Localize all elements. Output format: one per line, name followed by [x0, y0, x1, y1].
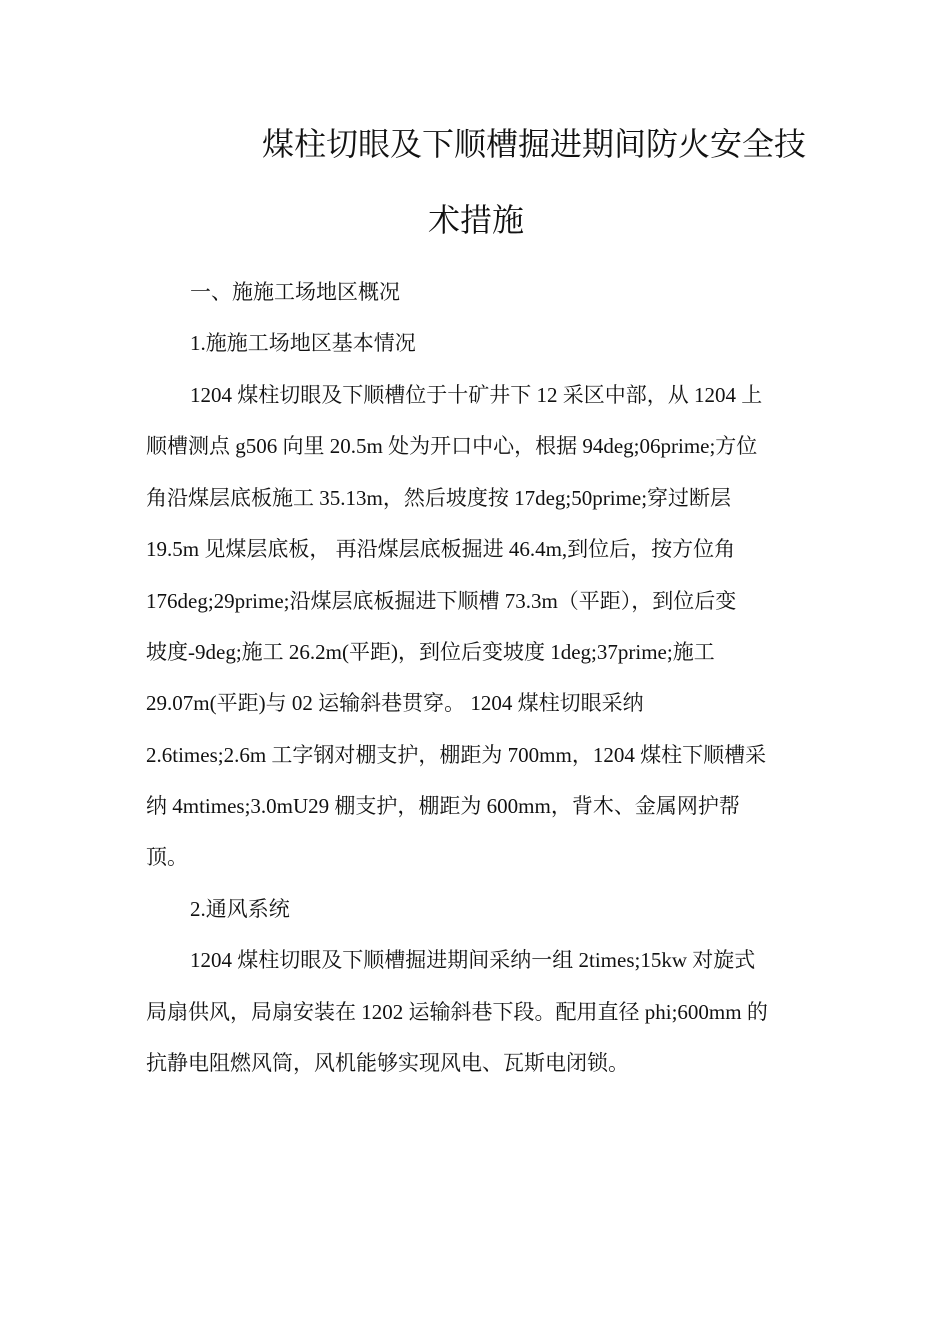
subsection-heading-site-info: 1.施施工场地区基本情况 — [190, 331, 416, 355]
document-title-line-1: 煤柱切眼及下顺槽掘进期间防火安全技 — [261, 126, 806, 162]
paragraph-line: 顶。 — [146, 845, 188, 869]
paragraph-line: 176deg;29prime;沿煤层底板掘进下顺槽 73.3m（平距），到位后变 — [146, 589, 737, 613]
paragraph-line: 1204 煤柱切眼及下顺槽位于十矿井下 12 采区中部，从 1204 上 — [190, 383, 763, 407]
paragraph-line: 19.5m 见煤层底板， 再沿煤层底板掘进 46.4m,到位后，按方位角 — [146, 537, 736, 561]
paragraph-line: 纳 4mtimes;3.0mU29 棚支护，棚距为 600mm，背木、金属网护帮 — [146, 794, 740, 818]
paragraph-line: 1204 煤柱切眼及下顺槽掘进期间采纳一组 2times;15kw 对旋式 — [190, 948, 756, 972]
subsection-heading-ventilation: 2.通风系统 — [190, 897, 290, 921]
document-title-line-2: 术措施 — [427, 202, 524, 238]
section-heading: 一、施施工场地区概况 — [190, 280, 400, 304]
paragraph-line: 坡度-9deg;施工 26.2m(平距)，到位后变坡度 1deg;37prime;施工 — [146, 640, 715, 664]
paragraph-line: 局扇供风，局扇安装在 1202 运输斜巷下段。配用直径 phi;600mm 的 — [146, 1000, 768, 1024]
paragraph-line: 角沿煤层底板施工 35.13m，然后坡度按 17deg;50prime;穿过断层 — [146, 486, 732, 510]
paragraph-line: 2.6times;2.6m 工字钢对棚支护，棚距为 700mm，1204 煤柱下顺槽采 — [146, 743, 767, 767]
paragraph-line: 抗静电阻燃风筒，风机能够实现风电、瓦斯电闭锁。 — [146, 1051, 629, 1075]
paragraph-line: 顺槽测点 g506 向里 20.5m 处为开口中心，根据 94deg;06prime;方位 — [146, 434, 758, 458]
paragraph-line: 29.07m(平距)与 02 运输斜巷贯穿。 1204 煤柱切眼采纳 — [146, 691, 644, 715]
